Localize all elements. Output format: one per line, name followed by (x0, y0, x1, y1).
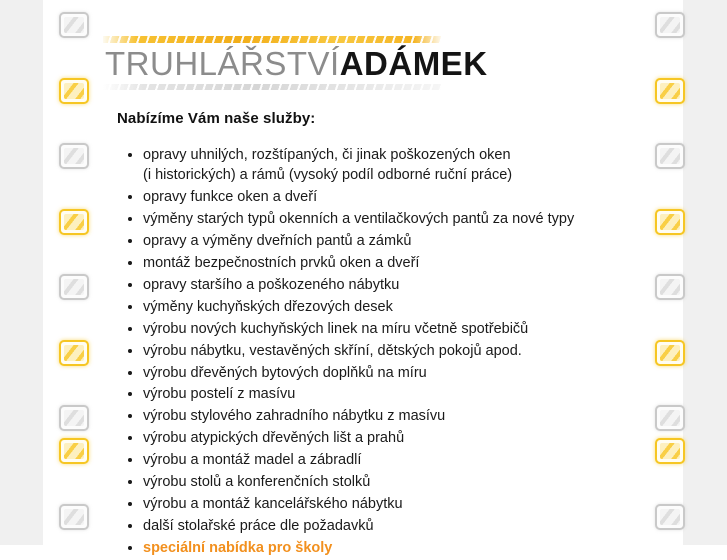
service-item (115, 494, 639, 514)
service-item-label: výrobu a montáž kancelářského nábytku (143, 496, 403, 512)
diagonal-stripe-tile-icon (59, 405, 89, 431)
service-item (115, 472, 639, 492)
service-item-label: výměny kuchyňských dřezových desek (143, 298, 393, 315)
service-item (115, 384, 639, 404)
tile-inner (64, 509, 84, 525)
service-item-label: výrobu dřevěných bytových doplňků na míru (143, 364, 427, 381)
logo-text-adamek: ADÁMEK (339, 45, 488, 82)
diagonal-stripe-tile-icon (655, 438, 685, 464)
service-item (115, 319, 639, 339)
service-item-label: výrobu postelí z masívu (143, 386, 296, 403)
service-item-label: opravy funkce oken a dveří (143, 189, 318, 206)
diagonal-stripe-tile-icon (655, 504, 685, 530)
services-list (115, 145, 639, 560)
service-item-label: opravy uhnilých, rozštípaných, či jinak poškozených oken (143, 147, 511, 163)
service-item-label: opravy a výměny dveřních pantů a zámků (143, 233, 412, 250)
tile-inner (660, 214, 680, 230)
diagonal-stripe-tile-icon (59, 438, 89, 464)
left-gutter (0, 0, 43, 545)
diagonal-stripe-tile-icon (59, 340, 89, 366)
diagonal-stripe-tile-icon (59, 12, 89, 38)
diagonal-stripe-tile-icon (59, 78, 89, 104)
tile-inner (660, 345, 680, 361)
service-item (115, 428, 639, 448)
diagonal-stripe-tile-icon (655, 143, 685, 169)
logo-text-truhlarstvi: TRUHLÁŘSTVÍ (105, 45, 340, 82)
service-item (115, 516, 639, 536)
service-item-label: výrobu nábytku, vestavěných skříní, dětských pokojů apod. (143, 342, 522, 359)
tile-inner (64, 214, 84, 230)
tile-inner (64, 83, 84, 99)
service-item (115, 363, 639, 383)
diagonal-stripe-tile-icon (655, 274, 685, 300)
service-item (115, 231, 639, 251)
tile-inner (64, 443, 84, 459)
right-decoration-rail (639, 0, 683, 545)
service-item-label-line2: (i historických) a rámů (vysoký podíl odborné ruční práce) (143, 167, 513, 184)
tile-inner (660, 148, 680, 164)
tile-inner (64, 345, 84, 361)
service-item-label: výrobu stylového zahradního nábytku z masívu (143, 408, 446, 425)
service-item-label: výrobu a montáž madel a zábradlí (143, 452, 362, 469)
service-item (115, 209, 639, 229)
diagonal-stripe-tile-icon (655, 209, 685, 235)
left-decoration-rail (43, 0, 87, 545)
diagonal-stripe-tile-icon (59, 143, 89, 169)
service-item-label: výměny starých typů okenních a ventilačkových pantů za nové typy (143, 211, 575, 228)
service-item (115, 406, 639, 426)
service-item (115, 450, 639, 470)
diagonal-stripe-tile-icon (59, 209, 89, 235)
tile-inner (660, 509, 680, 525)
service-item-label: montáž bezpečnostních prvků oken a dveří (143, 255, 420, 272)
diagonal-stripe-tile-icon (655, 12, 685, 38)
service-item-label: výrobu atypických dřevěných lišt a prahů (143, 430, 405, 447)
service-item (115, 275, 639, 295)
diagonal-stripe-tile-icon (655, 78, 685, 104)
right-gutter (683, 0, 727, 545)
service-item (115, 341, 639, 361)
service-item (115, 253, 639, 273)
service-item (115, 187, 639, 207)
service-item (115, 145, 639, 186)
tile-inner (660, 279, 680, 295)
tile-inner (64, 410, 84, 426)
tile-inner (660, 17, 680, 33)
service-item-link[interactable] (115, 538, 639, 558)
service-item-label: výrobu nových kuchyňských linek na míru včetně spotřebičů (143, 320, 529, 337)
diagonal-stripe-tile-icon (59, 274, 89, 300)
service-item (115, 297, 639, 317)
service-item-label: opravy staršího a poškozeného nábytku (143, 276, 400, 293)
diagonal-stripe-tile-icon (655, 405, 685, 431)
tile-inner (660, 83, 680, 99)
main-content (87, 0, 639, 556)
tile-inner (660, 443, 680, 459)
tile-inner (64, 279, 84, 295)
service-item-label: další stolařské práce dle požadavků (143, 517, 374, 534)
tile-inner (64, 17, 84, 33)
tile-inner (64, 148, 84, 164)
diagonal-stripe-tile-icon (655, 340, 685, 366)
tile-inner (660, 410, 680, 426)
service-item-label: speciální nabídka pro školy (143, 539, 333, 556)
services-heading: Nabízíme Vám naše služby: (117, 110, 316, 127)
service-item-label: výrobu stolů a konferenčních stolků (143, 474, 371, 491)
diagonal-stripe-tile-icon (59, 504, 89, 530)
